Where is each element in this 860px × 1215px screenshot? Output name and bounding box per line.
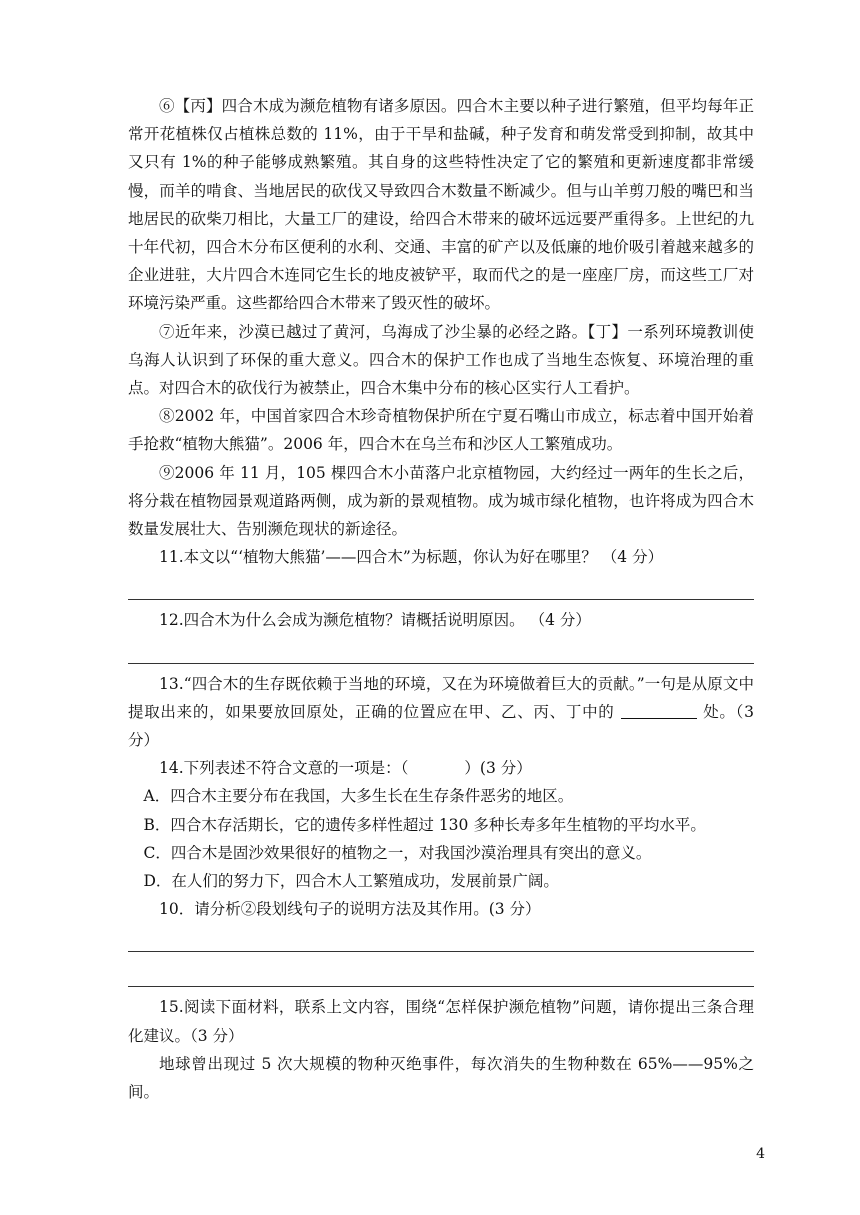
question-14 bbox=[128, 754, 754, 782]
question-10: 10．请分析②段划线句子的说明方法及其作用。(3 分） bbox=[159, 900, 541, 919]
question-11: 11.本文以“‘植物大熊猫’——四合木”为标题，你认为好在哪里？ （4 分） bbox=[159, 548, 664, 567]
paragraph-7: ⑦近年来，沙漠已越过了黄河，乌海成了沙尘暴的必经之路。【丁】一系列环境教训使乌海人认识到了环保的重大意义。四合木的保护工作也成了当地生态恢复、环境治理的重点。对四合木的砍伐行为被禁止，四合木集中分布的核心区实行人工看护。 bbox=[128, 322, 754, 398]
option-a: A．四合木主要分布在我国，大多生长在生存条件恶劣的地区。 bbox=[143, 787, 574, 806]
paragraph-6: ⑥【丙】四合木成为濒危植物有诸多原因。四合木主要以种子进行繁殖，但平均每年正常开花植株仅占植株总数的 11%，由于干旱和盐碱，种子发育和萌发常受到抑制，故其中又只有 1%的种子能够成熟繁殖。其自身的这些特性决定了它的繁殖和更新速度都非常缓慢，而羊的啃食、当地居民的砍伐又导致四合木数量不断减少。但与山羊剪刀般的嘴巴和当地居民的砍柴刀相比，大量工厂的建设，给四合木带来的破坏远远要严重得多。上世纪的九十年代初，四合木分布区便利的水利、交通、丰富的矿产以及低廉的地价吸引着越来越多的企业进驻，大片四合木连同它生长的地皮被铲平，取而代之的是一座座厂房，而这些工厂对环境污染严重。这些都给四合木带来了毁灭性的破坏。 bbox=[128, 97, 754, 313]
question-13 bbox=[128, 670, 754, 755]
answer-blank-q13[interactable] bbox=[621, 702, 697, 719]
option-c: C．四合木是固沙效果很好的植物之一，对我国沙漠治理具有突出的意义。 bbox=[143, 843, 652, 862]
question-12: 12.四合木为什么会成为濒危植物？请概括说明原因。 （4 分） bbox=[159, 611, 591, 630]
question-14-stem: 14.下列表述不符合文意的一项是：（ bbox=[159, 759, 409, 778]
document-content bbox=[128, 92, 754, 1106]
answer-line-q12[interactable] bbox=[128, 635, 754, 664]
question-13-text: 13.“四合木的生存既依赖于当地的环境，又在为环境做着巨大的贡献。”一句是从原文中提取出来的，如果要放回原处，正确的位置应在甲、乙、丙、丁中的 bbox=[128, 674, 754, 721]
paragraph-9: ⑨2006 年 11 月，105 棵四合木小苗落户北京植物园，大约经过一两年的生长之后，将分栽在植物园景观道路两侧，成为新的景观植物。成为城市绿化植物，也许将成为四合木数量发展壮大、告别濒危现状的新途径。 bbox=[128, 463, 754, 539]
answer-line-q10-2[interactable] bbox=[128, 958, 754, 987]
question-15: 15.阅读下面材料，联系上文内容，围绕“怎样保护濒危植物”问题，请你提出三条合理化建议。（3 分） bbox=[128, 998, 754, 1045]
paragraph-8: ⑧2002 年，中国首家四合木珍奇植物保护所在宁夏石嘴山市成立，标志着中国开始着手抢救“植物大熊猫”。2006 年，四合木在乌兰布和沙区人工繁殖成功。 bbox=[128, 407, 754, 454]
option-b: B．四合木存活期长，它的遗传多样性超过 130 多种长寿多年生植物的平均水平。 bbox=[143, 815, 706, 834]
page-number: 4 bbox=[756, 1146, 765, 1162]
question-13-tail: 处。（3 分） bbox=[128, 702, 754, 750]
material-text: 地球曾出现过 5 次大规模的物种灭绝事件，每次消失的生物种数在 65%——95%之间。 bbox=[128, 1054, 754, 1102]
answer-line-q11[interactable] bbox=[128, 571, 754, 600]
option-d: D．在人们的努力下，四合木人工繁殖成功，发展前景广阔。 bbox=[143, 872, 559, 891]
question-14-stem-tail: ）(3 分） bbox=[464, 759, 532, 778]
answer-line-q10-1[interactable] bbox=[128, 923, 754, 952]
